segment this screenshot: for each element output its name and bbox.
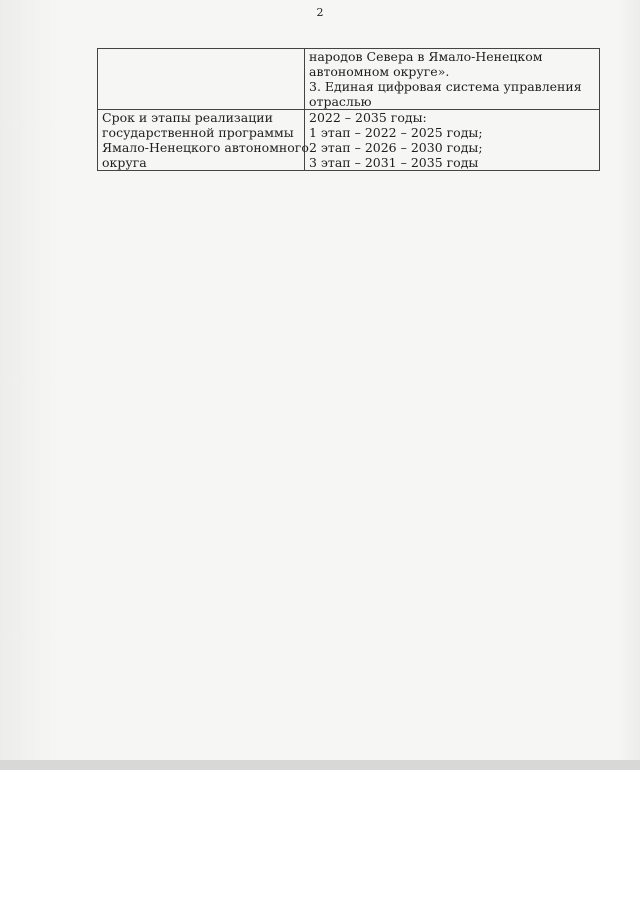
cell-text-line: государственной программы [102, 125, 294, 140]
cell-text-line: 3 этап – 2031 – 2035 годы [309, 155, 479, 170]
cell-text-line: округа [102, 155, 147, 170]
cell-text-line: Ямало-Ненецкого автономного [102, 140, 309, 155]
cell-text-line: 2022 – 2035 годы: [309, 110, 427, 125]
scan-bottom-edge [0, 760, 640, 770]
table-cell-left [98, 110, 309, 171]
page-number: 2 [316, 6, 324, 19]
table-row [98, 49, 600, 110]
scan-shadow-right [618, 0, 640, 770]
cell-text-line: 3. Единая цифровая система управления [309, 79, 582, 94]
table-cell-left [98, 49, 305, 110]
table-row [98, 110, 600, 171]
cell-text-line: 2 этап – 2026 – 2030 годы; [309, 140, 483, 155]
cell-text-line: 1 этап – 2022 – 2025 годы; [309, 125, 483, 140]
scan-shadow-left [0, 0, 62, 770]
program-passport-table [97, 48, 600, 171]
cell-text-line: народов Севера в Ямало-Ненецком [309, 49, 543, 64]
cell-text-line: Срок и этапы реализации [102, 110, 273, 125]
table-cell-right [305, 110, 600, 171]
table-cell-right [305, 49, 600, 110]
cell-text-line: автономном округе». [309, 64, 450, 79]
cell-text-line: отраслью [309, 94, 372, 109]
